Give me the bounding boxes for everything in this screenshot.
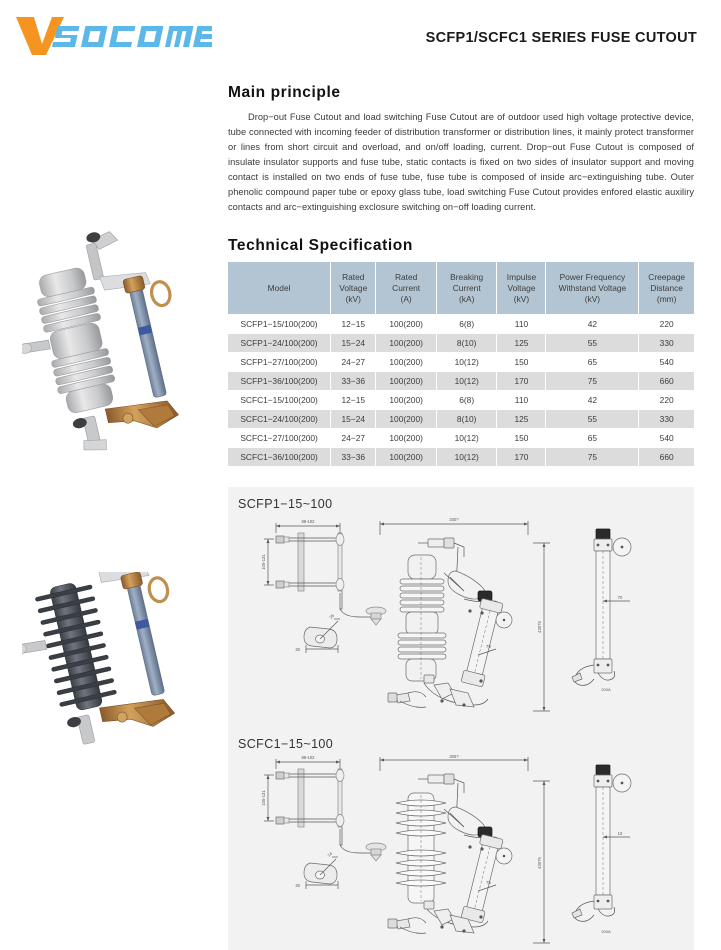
cell-breaking-current: 8(10): [436, 334, 497, 353]
drawing-scfp1-15-100: [228, 515, 694, 737]
spec-col-bc-l2: Current: [452, 282, 481, 293]
cell-creepage-distance: 330: [639, 334, 694, 353]
page-header: [0, 0, 721, 68]
document-title: SCFP1/SCFC1 SERIES FUSE CUTOUT: [425, 30, 697, 46]
cell-rated-current: 100(200): [376, 315, 437, 334]
spec-col-cd-l3: (mm): [656, 293, 677, 304]
cell-breaking-current: 10(12): [436, 353, 497, 372]
cell-rated-voltage: 24−27: [331, 353, 376, 372]
dim-bracket-width-1: 88-102: [301, 519, 315, 524]
spec-table-head: [228, 262, 694, 315]
cell-model: SCFP1−24/100(200): [228, 334, 331, 353]
cell-creepage-distance: 330: [639, 410, 694, 429]
spec-col-iv-l2: Voltage: [507, 282, 536, 293]
cell-rated-current: 100(200): [376, 372, 437, 391]
cell-model: SCFC1−27/100(200): [228, 429, 331, 448]
cell-rated-voltage: 24−27: [331, 429, 376, 448]
company-logo[interactable]: [12, 14, 212, 56]
cell-impulse-voltage: 125: [497, 410, 546, 429]
dim-clamp-width-1: 20: [295, 647, 300, 652]
drawing-panel: [228, 487, 694, 950]
cell-model: SCFC1−36/100(200): [228, 448, 331, 467]
cell-rated-voltage: 15−24: [331, 334, 376, 353]
cell-rated-voltage: 12−15: [331, 391, 376, 410]
cell-impulse-voltage: 110: [497, 391, 546, 410]
spec-header-row: [228, 262, 694, 315]
drawing-title-scfc1: SCFC1−15~100: [238, 737, 334, 751]
side-elevation-scfp1: [572, 529, 631, 692]
table-row: [228, 353, 694, 372]
dim-tube-length-1: 79: [486, 644, 491, 649]
table-row: [228, 372, 694, 391]
spec-col-rv-l2: Voltage: [339, 282, 368, 293]
mounting-bracket-scfp1: [261, 519, 386, 625]
cell-power-frequency: 42: [546, 391, 639, 410]
dim-side-width-2: 10: [617, 831, 623, 836]
cell-model: SCFP1−15/100(200): [228, 315, 331, 334]
fuse-cutout-assembly-scfc1: [388, 774, 512, 933]
spec-col-pf-l1: Power Frequency: [559, 271, 626, 282]
spec-col-creepage-distance: [639, 262, 694, 315]
spec-col-power-frequency: [546, 262, 639, 315]
main-principle-title: Main principle: [228, 84, 341, 101]
table-row: [228, 429, 694, 448]
dim-bracket-width-2: 88-102: [301, 755, 315, 760]
spec-col-cd-l1: Creepage: [648, 271, 686, 282]
spec-col-bc-l1: Breaking: [450, 271, 484, 282]
cell-rated-voltage: 12−15: [331, 315, 376, 334]
spec-col-rated-voltage: [331, 262, 376, 315]
cell-creepage-distance: 540: [639, 353, 694, 372]
spec-col-iv-l3: (kV): [513, 293, 530, 304]
dim-overall-width-1: 340?: [449, 517, 459, 522]
product-photo-porcelain: [22, 222, 222, 492]
clamp-detail-scfc1: [295, 850, 338, 889]
dim-overall-height-2: 430?5: [537, 857, 542, 869]
spec-col-rated-current: [376, 262, 437, 315]
spec-table-body: [228, 315, 694, 467]
cell-creepage-distance: 660: [639, 372, 694, 391]
cell-power-frequency: 65: [546, 429, 639, 448]
spec-col-impulse-voltage: [497, 262, 546, 315]
cell-breaking-current: 10(12): [436, 448, 497, 467]
cell-creepage-distance: 540: [639, 429, 694, 448]
spec-col-rc-l1: Rated: [394, 271, 418, 282]
cell-power-frequency: 75: [546, 448, 639, 467]
cell-power-frequency: 55: [546, 334, 639, 353]
cell-rated-current: 100(200): [376, 448, 437, 467]
dim-overall-height-1: 430?5: [537, 621, 542, 633]
cell-power-frequency: 75: [546, 372, 639, 391]
table-row: [228, 391, 694, 410]
drawing-scfc1-15-100: [228, 755, 694, 950]
side-label-1: 200A: [601, 687, 611, 692]
cell-impulse-voltage: 110: [497, 315, 546, 334]
cell-rated-voltage: 33−36: [331, 372, 376, 391]
cell-creepage-distance: 220: [639, 391, 694, 410]
cell-impulse-voltage: 125: [497, 334, 546, 353]
spec-col-breaking-current: [436, 262, 497, 315]
clamp-detail-scfp1: [295, 612, 340, 653]
dim-bracket-height-2: 105-131: [261, 790, 266, 806]
dim-clamp-angle-2: 14: [326, 850, 334, 858]
cell-rated-current: 100(200): [376, 429, 437, 448]
cell-impulse-voltage: 170: [497, 448, 546, 467]
cell-impulse-voltage: 150: [497, 353, 546, 372]
cell-breaking-current: 10(12): [436, 372, 497, 391]
cell-breaking-current: 6(8): [436, 315, 497, 334]
side-elevation-scfc1: [572, 765, 631, 934]
dim-clamp-width-2: 20: [295, 883, 300, 888]
cell-impulse-voltage: 170: [497, 372, 546, 391]
cell-power-frequency: 65: [546, 353, 639, 372]
cell-rated-current: 100(200): [376, 410, 437, 429]
spec-table: [228, 262, 694, 467]
spec-col-rv-l1: Rated: [342, 271, 365, 282]
spec-col-rv-l3: (kV): [345, 293, 361, 304]
spec-col-model-l1: Model: [267, 282, 291, 293]
cell-creepage-distance: 660: [639, 448, 694, 467]
spec-section: [228, 237, 694, 467]
dim-tube-length-2: 75: [486, 880, 491, 885]
cell-model: SCFP1−27/100(200): [228, 353, 331, 372]
dim-overall-width-2: 305?: [449, 755, 459, 759]
side-label-2: 200A: [601, 929, 611, 934]
spec-col-rc-l2: Current: [392, 282, 421, 293]
spec-col-bc-l3: (kA): [459, 293, 475, 304]
cell-model: SCFP1−36/100(200): [228, 372, 331, 391]
spec-col-model: [228, 262, 331, 315]
spec-col-rc-l3: (A): [400, 293, 412, 304]
cell-breaking-current: 8(10): [436, 410, 497, 429]
cell-power-frequency: 55: [546, 410, 639, 429]
dim-bracket-height-1: 105-131: [261, 554, 266, 570]
dim-clamp-angle-1: 25: [328, 612, 336, 620]
cell-rated-voltage: 33−36: [331, 448, 376, 467]
cell-model: SCFC1−24/100(200): [228, 410, 331, 429]
cell-breaking-current: 6(8): [436, 391, 497, 410]
cell-breaking-current: 10(12): [436, 429, 497, 448]
cell-rated-current: 100(200): [376, 391, 437, 410]
content-column: [228, 84, 694, 467]
table-row: [228, 334, 694, 353]
main-principle-body: Drop−out Fuse Cutout and load switching Fuse Cutout are of outdoor used high voltage protective device, tube connected with incoming feeder of distribution transformer or distribution lines, it mainly protect transformer or lines from short circuit and overload, and on/off loading, current. Drop−out Fuse Cutout is composed of insulate insulator supports and fuse tube, static contacts is fixed on two sides of insulator support and moving contact is installed on two ends of fuse tube, fuse tube is composed of inside arc−extinguishing tube. Outer phenolic compound paper tube or epoxy glass tube, load switching Fuse Cutout provides enfored elastic auxiliry contacts and arc−extinguishing exclosure switching on−off loading current.: [228, 112, 694, 213]
dim-side-width-1: 70: [617, 595, 623, 600]
cell-creepage-distance: 220: [639, 315, 694, 334]
fuse-cutout-assembly-scfp1: [388, 538, 512, 707]
cell-rated-current: 100(200): [376, 353, 437, 372]
spec-col-pf-l3: (kV): [584, 293, 601, 304]
cell-impulse-voltage: 150: [497, 429, 546, 448]
cell-rated-current: 100(200): [376, 334, 437, 353]
drawing-title-scfp1: SCFP1−15~100: [238, 497, 333, 511]
product-photo-composite: [22, 572, 222, 802]
mounting-bracket-scfc1: [261, 755, 386, 861]
cell-model: SCFC1−15/100(200): [228, 391, 331, 410]
table-row: [228, 448, 694, 467]
spec-col-pf-l2: Withstand Voltage: [558, 282, 627, 293]
cell-rated-voltage: 15−24: [331, 410, 376, 429]
table-row: [228, 315, 694, 334]
spec-col-iv-l1: Impulse: [506, 271, 537, 282]
spec-col-cd-l2: Distance: [650, 282, 683, 293]
spec-title: Technical Specification: [228, 237, 413, 255]
table-row: [228, 410, 694, 429]
cell-power-frequency: 42: [546, 315, 639, 334]
